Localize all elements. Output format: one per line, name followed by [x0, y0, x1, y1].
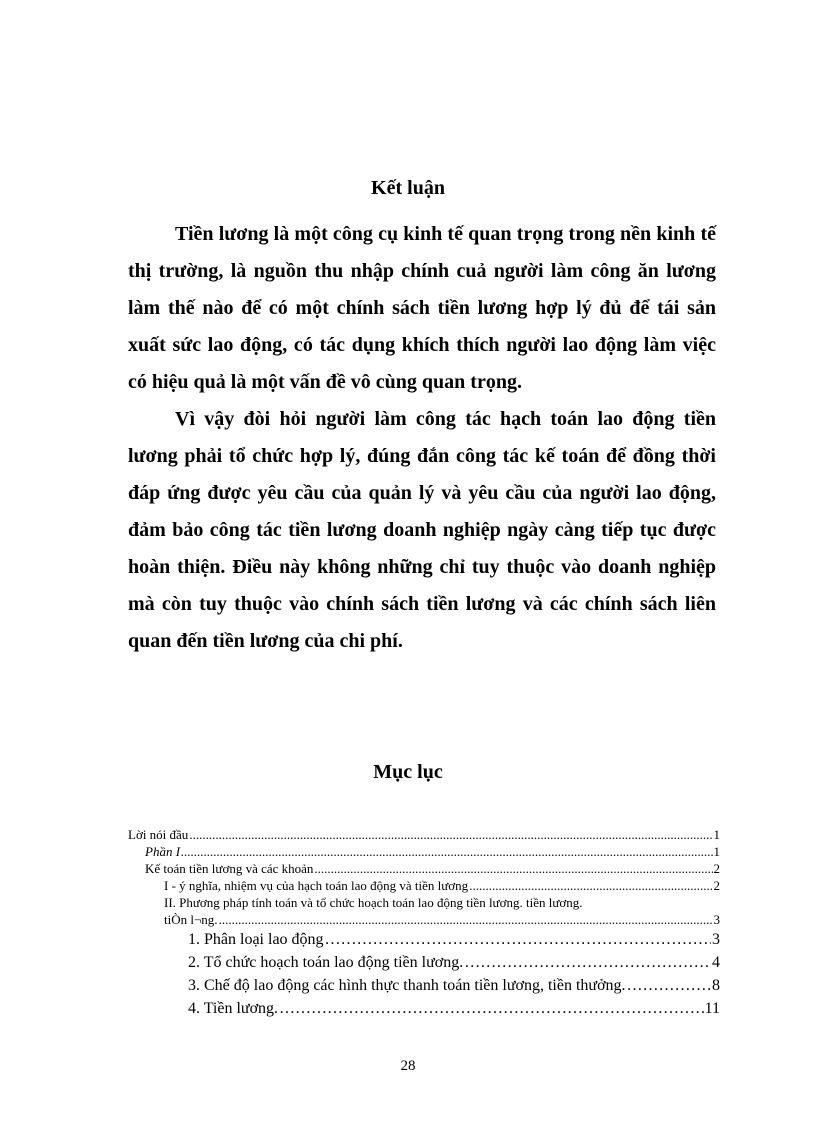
page-number: 28 [400, 1058, 416, 1074]
toc-entry-text: 3. Chế độ lao động các hình thực thanh toán tiền lương, tiền thưởng. [188, 977, 626, 994]
toc-entry-text: I - ý nghĩa, nhiệm vụ của hạch toán lao động và tiền lương [164, 878, 469, 893]
toc-entry-text: 1. Phân loại lao động [188, 931, 324, 948]
toc-entry-section-2[interactable] [128, 894, 720, 911]
toc-leader [627, 974, 711, 997]
toc-entry-text: 4. Tiền lương. [188, 1000, 279, 1017]
toc-leader [219, 911, 713, 928]
toc-entry-text: II. Phương pháp tính toán và tổ chức hoạch toán lao động tiền lương. tiền lương. [164, 895, 583, 910]
conclusion-body [128, 216, 716, 660]
toc-leader [181, 843, 712, 860]
toc-entry-page: 2 [713, 861, 720, 876]
toc-entry-labor-regime[interactable] [128, 974, 720, 997]
toc-entry-labor-classification[interactable] [128, 928, 720, 951]
toc-entry-page: 11 [704, 1000, 720, 1017]
toc-entry-text: Kế toán tiền lương và các khoản [145, 861, 314, 876]
toc-entry-section-1[interactable] [128, 877, 720, 894]
toc-entry-page: 2 [713, 878, 720, 893]
toc-leader [325, 928, 711, 951]
toc-entry-page: 4 [712, 954, 720, 971]
conclusion-paragraph-2: Vì vậy đòi hỏi người làm công tác hạch toán lao động tiền lương phải tổ chức hợp lý, đúng đắn công tác kế toán để đồng thời đáp ứng được yêu cầu của quản lý và yêu cầu của người lao động, đảm bảo công tác tiền lương doanh nghiệp ngày càng tiếp tục được hoàn thiện. Điều này không những chỉ tuy thuộc vào doanh nghiệp mà còn tuy thuộc vào chính sách tiền lương và các chính sách liên quan đến tiền lương của chi phí. [128, 408, 716, 652]
conclusion-paragraph-1: Tiền lương là một công cụ kinh tế quan trọng trong nền kinh tế thị trường, là nguồn thu nhập chính cuả người làm công ăn lương làm thế nào để có một chính sách tiền lương hợp lý đủ để tái sản xuất sức lao động, có tác dụng khích thích người lao động làm việc có hiệu quả là một vấn đề vô cùng quan trọng. [128, 223, 716, 393]
toc-entry-page: 1 [713, 827, 720, 842]
conclusion-title: Kết luận [371, 177, 445, 199]
toc-entry-page: 3 [713, 912, 720, 927]
toc-entry-part-1[interactable] [128, 843, 720, 860]
toc-leader [279, 997, 704, 1020]
toc-leader [469, 877, 712, 894]
toc-entry-continuation-text: tiÒn l¬ng. [164, 912, 218, 927]
toc-leader [189, 826, 712, 843]
toc-entry-text: Lời nói đầu [128, 827, 189, 842]
toc-leader [464, 951, 711, 974]
toc-entry-preface[interactable] [128, 826, 720, 843]
toc-entry-page: 1 [713, 844, 720, 859]
toc-entry-accounting[interactable] [128, 860, 720, 877]
toc-title: Mục lục [373, 761, 443, 783]
toc-entry-labor-accounting[interactable] [128, 951, 720, 974]
toc-entry-section-2-continuation[interactable] [128, 911, 720, 928]
toc-entry-salary[interactable] [128, 997, 720, 1020]
toc-entry-text: Phần I [145, 844, 181, 859]
table-of-contents [128, 826, 720, 1020]
toc-leader [314, 860, 712, 877]
toc-entry-text: 2. Tổ chức hoạch toán lao động tiền lương. [188, 954, 464, 971]
toc-entry-page: 3 [712, 931, 720, 948]
toc-entry-page: 8 [712, 977, 720, 994]
